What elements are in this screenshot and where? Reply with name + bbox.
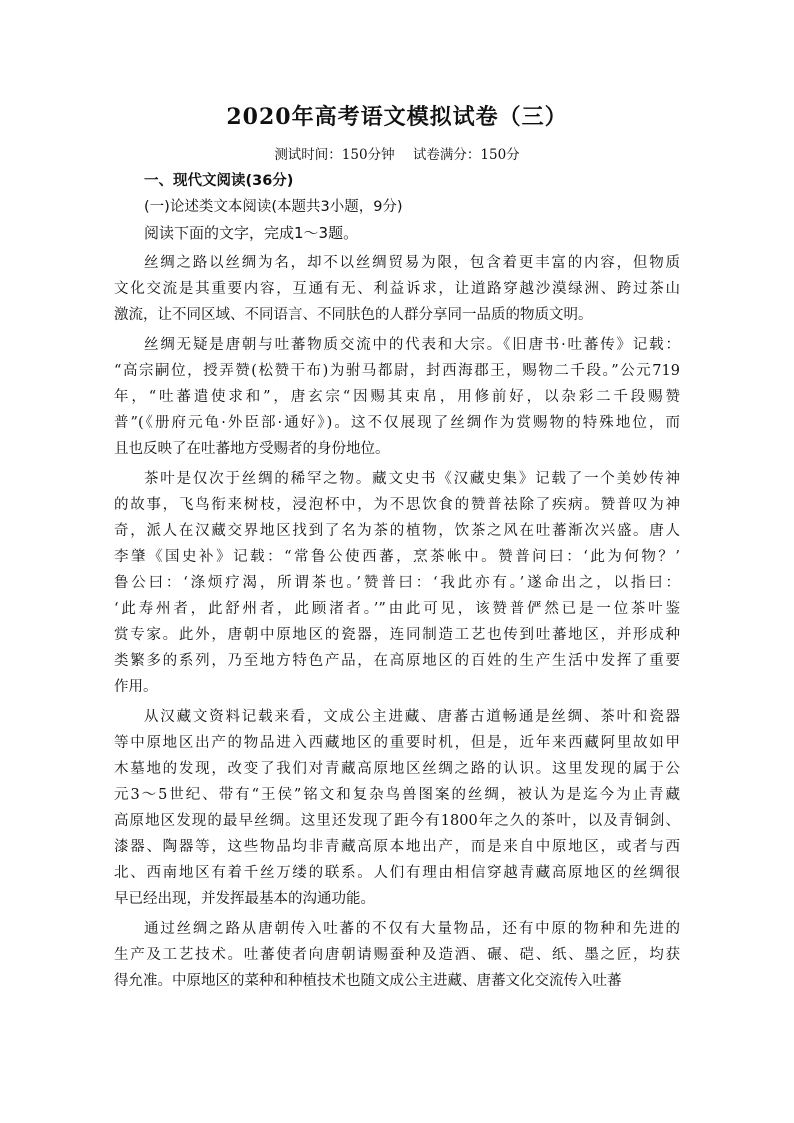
passage-paragraph [114,916,680,994]
passage-line: 得允准。中原地区的菜种和种植技术也随文成公主进藏、唐蕃文化交流传入吐蕃 [114,973,622,989]
passage-line: 茶叶是仅次于丝绸的稀罕之物。藏文史书《汉藏史集》记载了一个美妙传神 [144,471,680,487]
passage-line: 等中原地区出产的物品进入西藏地区的重要时机，但是，近年来西藏阿里故如甲 [114,735,680,751]
section-subheading: (一)论述类文本阅读(本题共3小题，9分) [144,199,403,215]
passage-line: 李肇《国史补》记载：“常鲁公使西蕃，烹茶帐中。赞普问曰：‘此为何物？’ [114,549,680,565]
passage-paragraph [114,250,680,328]
passage-line: 漆器、陶器等，这些物品均非青藏高原本地出产，而是来自中原地区，或者与西 [114,839,680,855]
passage-line: 高原地区发现的最早丝绸。这里还发现了距今有1800年之久的茶叶，以及青铜剑、 [114,813,680,829]
passage-line: “高宗嗣位，授弄赞(松赞干布)为驸马都尉，封西海郡王，赐物二千段。”公元719 [114,363,680,379]
section-heading: 一、现代文阅读(36分) [144,173,294,189]
passage-paragraph [114,466,680,700]
page-title: 2020年高考语文模拟试卷（三） [226,104,568,130]
exam-meta [0,143,794,163]
passage-paragraph [114,704,680,912]
passage-paragraph [114,332,680,462]
passage-line: 文化交流是其重要内容，互通有无、利益诉求，让道路穿越沙漠绿洲、跨过茶山 [114,281,680,297]
passage-line: 元3～5世纪、带有“王侯”铭文和复杂鸟兽图案的丝绸，被认为是迄今为止青藏 [114,787,680,803]
passage-line: 的故事，飞鸟衔来树枝，浸泡杯中，为不思饮食的赞普祛除了疾病。赞普叹为神 [114,497,680,513]
passage-line: 且也反映了在吐蕃地方受赐者的身份地位。 [114,441,390,457]
passage-line: 通过丝绸之路从唐朝传入吐蕃的不仅有大量物品，还有中原的物种和先进的 [144,921,680,937]
passage-line: 丝绸之路以丝绸为名，却不以丝绸贸易为限，包含着更丰富的内容，但物质 [144,255,680,271]
passage-line: 生产及工艺技术。吐蕃使者向唐朝请赐蚕种及造酒、碾、硙、纸、墨之匠，均获 [114,947,680,963]
passage-line: 北、西南地区有着千丝万缕的联系。人们有理由相信穿越青藏高原地区的丝绸很 [114,865,680,881]
passage-line: 赏专家。此外，唐朝中原地区的瓷器，连同制造工艺也传到吐蕃地区，并形成种 [114,627,680,643]
passage-line: 年，“吐蕃遣使求和”，唐玄宗“因赐其束帛，用修前好，以杂彩二千段赐赞 [114,389,680,405]
passage-line: 作用。 [114,679,158,695]
exam-content [114,168,680,994]
passage-line: 激流，让不同区域、不同语言、不同肤色的人群分享同一品质的物质文明。 [114,307,593,323]
passage-line: 类繁多的系列，乃至地方特色产品，在高原地区的百姓的生产生活中发挥了重要 [114,653,680,669]
exam-time: 测试时间：150分钟 [274,147,395,163]
passage-line: 普”(《册府元龟·外臣部·通好》)。这不仅展现了丝绸作为赏赐物的特殊地位，而 [114,415,680,431]
passage-line: 木墓地的发现，改变了我们对青藏高原地区丝绸之路的认识。这里发现的属于公 [114,761,680,777]
exam-score: 试卷满分：150分 [412,147,520,163]
passage-line: 鲁公曰：‘涤烦疗渴，所谓茶也。’赞普曰：‘我此亦有。’遂命出之，以指曰： [114,575,680,591]
passage-line: 奇，派人在汉藏交界地区找到了名为茶的植物，饮茶之风在吐蕃渐次兴盛。唐人 [114,523,680,539]
passage-line: 从汉藏文资料记载来看，文成公主进藏、唐蕃古道畅通是丝绸、茶叶和瓷器 [144,709,680,725]
passage-line: 早已经出现，并发挥最基本的沟通功能。 [114,891,375,907]
passage-line: 丝绸无疑是唐朝与吐蕃物质交流中的代表和大宗。《旧唐书·吐蕃传》记载： [144,337,680,353]
passage-line: ‘此寿州者，此舒州者，此顾渚者。’”由此可见，该赞普俨然已是一位茶叶鉴 [114,601,680,617]
passage [114,250,680,994]
reading-instruction: 阅读下面的文字，完成1～3题。 [144,224,359,242]
